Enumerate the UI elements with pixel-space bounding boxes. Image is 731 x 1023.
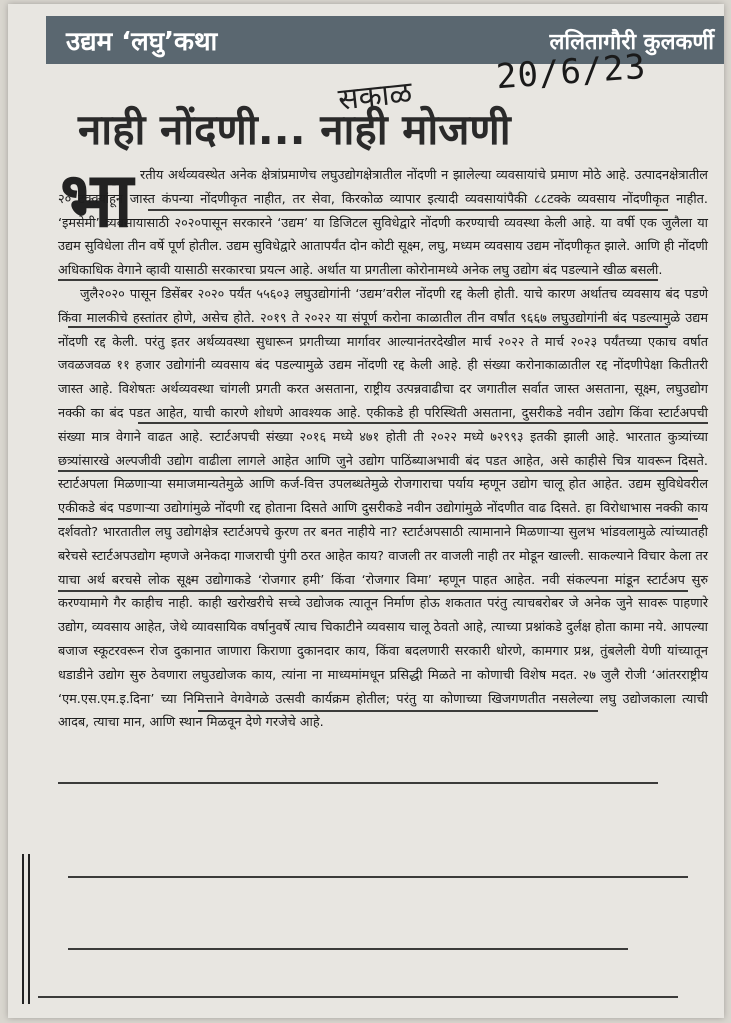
pen-underline [148,209,668,211]
pen-underline [198,710,598,712]
pen-underline [68,326,668,328]
pen-underline [38,996,678,998]
article-body [58,155,708,735]
pen-underline [58,279,658,281]
pen-underline [68,876,688,878]
headline: नाही नोंदणी... नाही मोजणी [78,105,511,154]
article-paragraph-2: जुलै२०२० पासून डिसेंबर २०२० पर्यंत ५५६०३ लघुउद्योगांनी ‘उद्यम’वरील नोंदणी रद्द केली होती. याचे कारण अर्थातच व्यवसाय बंद पडणे किंवा मालकीचे हस्तांतर होणे, असेच होते. २०१९ ते २०२२ या संपूर्ण करोना काळातील तीन वर्षांत ९६६७ लघुउद्योगांनी बंद पडल्यामुळे उद्यम नोंदणी रद्द केली. परंतु इतर अर्थव्यवस्था सुधारून प्रगतीच्या मार्गावर आल्यानंतरदेखील मार्च २०२२ ते मार्च २०२३ पर्यंतच्या एकाच वर्षात जवळजवळ ११ हजार उद्योगांनी व्यवसाय बंद पडल्यामुळे उद्यम नोंदणी रद्द केली आहे. ही संख्या करोनाकाळातील रद्द नोंदणीपेक्षा कितीतरी जास्त आहे. विशेषतः अर्थव्यवस्था चांगली प्रगती करत असताना, राष्ट्रीय उत्पन्नवाढीचा दर जगातील सर्वात जास्त असताना, सूक्ष्म, लघुउद्योग नक्की का बंद पडत आहेत, याची कारणे शोधणे आवश्यक आहे. एकीकडे ही परिस्थिती असताना, दुसरीकडे नवीन उद्योग किंवा स्टार्टअपची संख्या मात्र वेगाने वाढत आहे. स्टार्टअपची संख्या २०१६ मध्ये ४७१ होती ती २०२२ मध्ये ७२९९३ इतकी झाली आहे. भारतात कुत्र्यांच्या छत्र्यांसारखे अल्पजीवी उद्योग वाढीला लागले आहेत आणि जुने उद्योग पाठिंब्याअभावी बंद पडत आहेत, असे काहीसे चित्र यावरून दिसते. स्टार्टअपला मिळणाऱ्या समाजमान्यतेमुळे आणि कर्ज-वित्त उपलब्धतेमुळे रोजगाराचा पर्याय म्हणून उद्योग चालू होत आहेत. उद्यम सुविधेवरील एकीकडे बंद पडणाऱ्या उद्योगांमुळे नोंदणी रद्द होताना दिसते आणि दुसरीकडे नवीन उद्योगांमुळे नोंदणीत वाढ दिसते. हा विरोधाभास नक्की काय दर्शवतो? भारतातील लघु उद्योगक्षेत्र स्टार्टअपचे कुरण तर बनत नाहीये ना? स्टार्टअपसाठी त्यामानाने मिळणाऱ्या सुलभ भांडवलामुळे त्यांच्यातही बरेचसे स्टार्टअपउद्योग म्हणजे अनेकदा गाजराची पुंगी ठरत आहेत काय? वाजली तर वाजली नाही तर मोडून खाल्ली. साकल्याने विचार केला तर याचा अर्थ बरचसे लोक सूक्ष्म उद्योगाकडे ‘रोजगार हमी’ किंवा ‘रोजगार विमा’ म्हणून पाहत आहेत. नवी संकल्पना मांडून स्टार्टअप सुरु करण्यामागे गैर काहीच नाही. काही खरोखरीचे सच्चे उद्योजक त्यातून निर्माण होऊ शकतात परंतु त्याचबरोबर जे अनेक जुने सावरू पाहणारे उद्योग, व्यवसाय आहेत, जेथे व्यावसायिक वर्षानुवर्षे त्याच चिकाटीने व्यवसाय चालू ठेवतो आहे, त्याच्या प्रश्नांकडे दुर्लक्ष होता कामा नये. आपल्या बजाज स्कूटरवरून रोज दुकानात जाणारा किराणा दुकानदार काय, किंवा बदलणारी सरकारी धोरणे, कामगार प्रश्न, तुंबलेली येणी यांच्यातून धडाडीने उद्योग सुरु ठेवणारा लघुउद्योजक काय, त्यांना ना माध्यमांमधून प्रसिद्धी मिळते ना कोणाची विशेष मदत. २७ जुलै रोजी ‘आंतरराष्ट्रीय ‘एम.एस.एम.इ.दिना’ च्या निमित्ताने वेगवेगळे उत्सवी कार्यक्रम होतील; परंतु या कोणाच्या खिजगणतीत नसलेल्या लघु उद्योजकाला त्याची आदब, त्याचा मान, आणि स्थान मिळवून देणे गरजेचे आहे. [58,286,708,731]
drop-cap: भा [60,155,134,244]
author-name: ललितागौरी कुलकर्णी [549,30,714,55]
pen-underline [58,782,658,784]
pen-underline [58,590,688,592]
pen-underline [138,422,708,424]
pen-underline [68,948,628,950]
pen-underline [58,518,698,520]
newspaper-clipping [8,4,724,1018]
series-title: उद्यम ‘लघु’कथा [66,27,218,57]
margin-bracket [20,854,34,1004]
handwritten-note: सकाळ [336,75,414,118]
pen-underline [58,470,698,472]
handwritten-date: 20/6/23 [494,46,648,98]
article-paragraph-1: रतीय अर्थव्यवस्थेत अनेक क्षेत्रांप्रमाणेच लघुउद्योगक्षेत्रातील नोंदणी न झालेल्या व्यवसायांचे प्रमाण मोठे आहे. उत्पादनक्षेत्रातील २० टक्क्यांहून जास्त कंपन्या नोंदणीकृत नाहीत, तर सेवा, किरकोळ व्यापार इत्यादी व्यवसायांपैकी ८८टक्के व्यवसाय नोंदणीकृत नाहीत. ‘इमसेमी’ व्यवसायासाठी २०२०पासून सरकारने ‘उद्यम’ या डिजिटल सुविधेद्वारे नोंदणी करण्याची व्यवस्था केली आहे. या वर्षी एक जुलैला या उद्यम सुविधेला तीन वर्षे पूर्ण होतील. उद्यम सुविधेद्वारे आतापर्यंत दोन कोटी सूक्ष्म, लघु, मध्यम व्यवसाय उद्यम नोंदणीकृत झाले. आणि ही नोंदणी अधिकाधिक वेगाने व्हावी यासाठी सरकारचा प्रयत्न आहे. अर्थात या प्रगतीला कोरोनामध्ये अनेक लघु उद्योग बंद पडल्याने खीळ बसली. [58,168,708,279]
